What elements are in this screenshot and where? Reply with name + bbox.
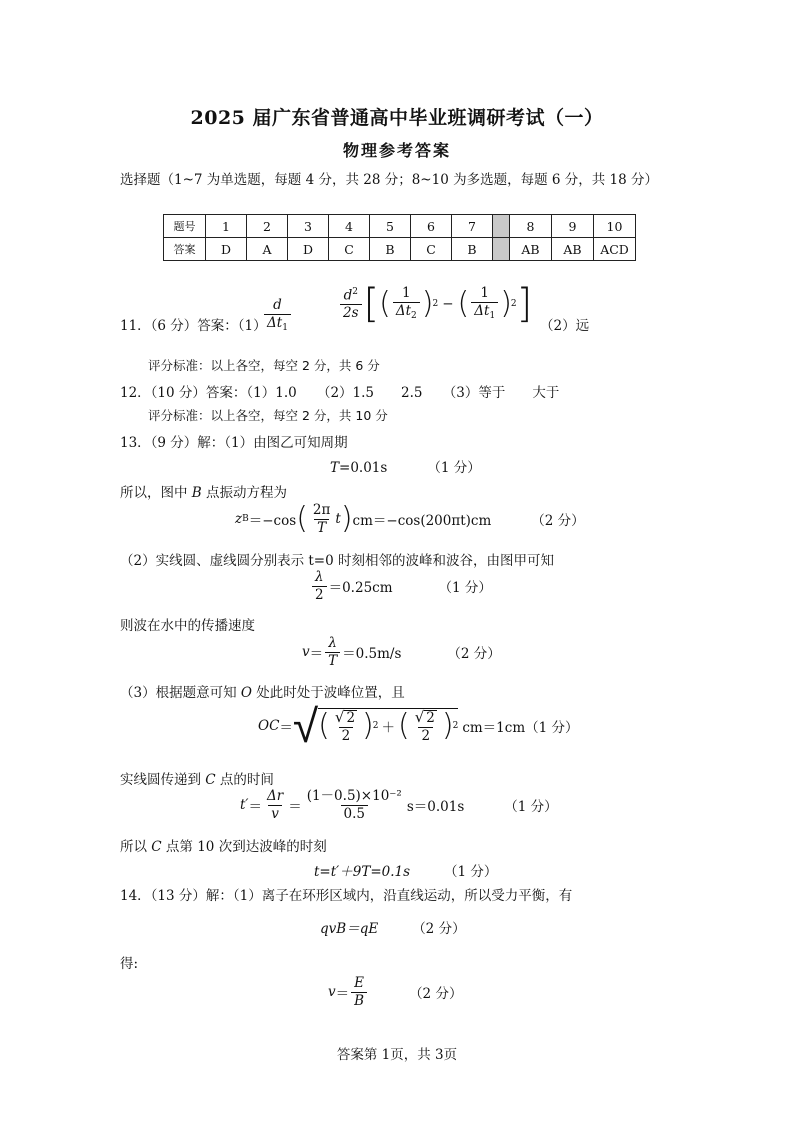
q14-line-2: 得:: [120, 956, 139, 972]
q12-scoring-rule: 评分标准：以上各空，每空 2 分，共 10 分: [148, 408, 388, 423]
table-cell: 4: [329, 215, 370, 238]
table-separator: [493, 238, 510, 261]
q12-answer: 12．（10 分）答案：（1）1.0 （2）1.5 2.5 （3）等于 大于: [120, 385, 560, 401]
table-cell: B: [452, 238, 493, 261]
q13-line-3: （2）实线圆、虚线圆分别表示 t=0 时刻相邻的波峰和波谷，由图甲可知: [120, 553, 554, 569]
section-intro: 选择题（1~7 为单选题，每题 4 分，共 28 分；8~10 为多选题，每题 6 分，共 18 分）: [120, 172, 659, 188]
answer-table: [163, 214, 636, 261]
row-label-answer: 答案: [164, 238, 206, 261]
table-cell: 6: [411, 215, 452, 238]
q13-line-6: 实线圆传递到 C 点的时间: [120, 772, 274, 788]
table-cell: B: [370, 238, 411, 261]
table-cell: A: [247, 238, 288, 261]
page-title: 2025 届广东省普通高中毕业班调研考试（一）: [190, 107, 604, 129]
row-label-number: 题号: [164, 215, 206, 238]
table-cell: 10: [594, 215, 636, 238]
q13-eq-oc: OC ＝ √ ( $\frac{√ 2}{2}$ ) 2 ＋ ( $\frac{√ 2}{2}$ ) 2 cm＝1cm （1 分）: [258, 699, 579, 753]
q13-line-1: 13．（9 分）解：（1）由图乙可知周期: [120, 435, 348, 451]
table-cell: 3: [288, 215, 329, 238]
q11-part2: （2）远: [540, 318, 590, 334]
table-cell: 8: [510, 215, 552, 238]
table-cell: AB: [510, 238, 552, 261]
page-footer: 答案第 1页，共 3页: [336, 1047, 458, 1063]
q14-line-1: 14．（13 分）解：（1）离子在环形区域内，沿直线运动，所以受力平衡，有: [120, 888, 573, 904]
q13-eq-final-time: t=t′＋9T=0.1s （1 分）: [314, 864, 498, 880]
table-cell: AB: [552, 238, 594, 261]
q13-line-4: 则波在水中的传播速度: [120, 618, 255, 634]
table-cell: C: [329, 238, 370, 261]
table-row-answers: [164, 238, 636, 261]
table-separator: [493, 215, 510, 238]
q13-eq-period: T=0.01s （1 分）: [330, 460, 481, 476]
table-cell: D: [206, 238, 247, 261]
q11-head: 11．（6 分）答案：（1）: [120, 318, 267, 334]
table-row-numbers: [164, 215, 636, 238]
page-subtitle: 物理参考答案: [342, 141, 451, 160]
q11-formula-2: $\frac{d^2}{2s}$ [ ( $\frac{1}{\Delta t_2}$ ) 2 − ( $\frac{1}{\Delta t_1}$ ) 2 ]: [338, 284, 532, 324]
q13-line-5: （3）根据题意可知 O 处此时处于波峰位置，且: [120, 685, 405, 701]
q14-eq-velocity: v ＝ $\frac{E}{B}$ （2 分）: [328, 975, 463, 1009]
table-cell: 2: [247, 215, 288, 238]
table-cell: 1: [206, 215, 247, 238]
table-cell: 7: [452, 215, 493, 238]
q11-scoring-rule: 评分标准：以上各空，每空 2 分，共 6 分: [148, 358, 380, 373]
q14-eq-balance: qvB＝qE （2 分）: [320, 921, 466, 937]
table-cell: 5: [370, 215, 411, 238]
q13-eq-wavelength: $\frac{\lambda}{2}$ ＝0.25cm （1 分）: [310, 570, 492, 603]
table-cell: D: [288, 238, 329, 261]
q13-eq-time: t′ ＝ $\frac{\Delta r}{v}$ ＝ $\frac{\text{(1－0.5)×10⁻²}}{0.5}$ s＝0.01s （1 分）: [240, 788, 558, 822]
q13-eq-velocity: v ＝ $\frac{\lambda}{T}$ ＝0.5m/s （2 分）: [302, 635, 501, 669]
table-cell: C: [411, 238, 452, 261]
q13-line-7: 所以 C 点第 10 次到达波峰的时刻: [120, 839, 327, 855]
q13-line-2: 所以，图中 B 点振动方程为: [120, 485, 288, 501]
table-cell: 9: [552, 215, 594, 238]
q13-eq-vibration: z B ＝−cos ( $\frac{2\pi}{T}$ t ) cm＝−cos(200πt)cm （2 分）: [235, 501, 585, 537]
q11-formula-1: $\frac{d}{\Delta t_1}$: [262, 298, 293, 333]
table-cell: ACD: [594, 238, 636, 261]
